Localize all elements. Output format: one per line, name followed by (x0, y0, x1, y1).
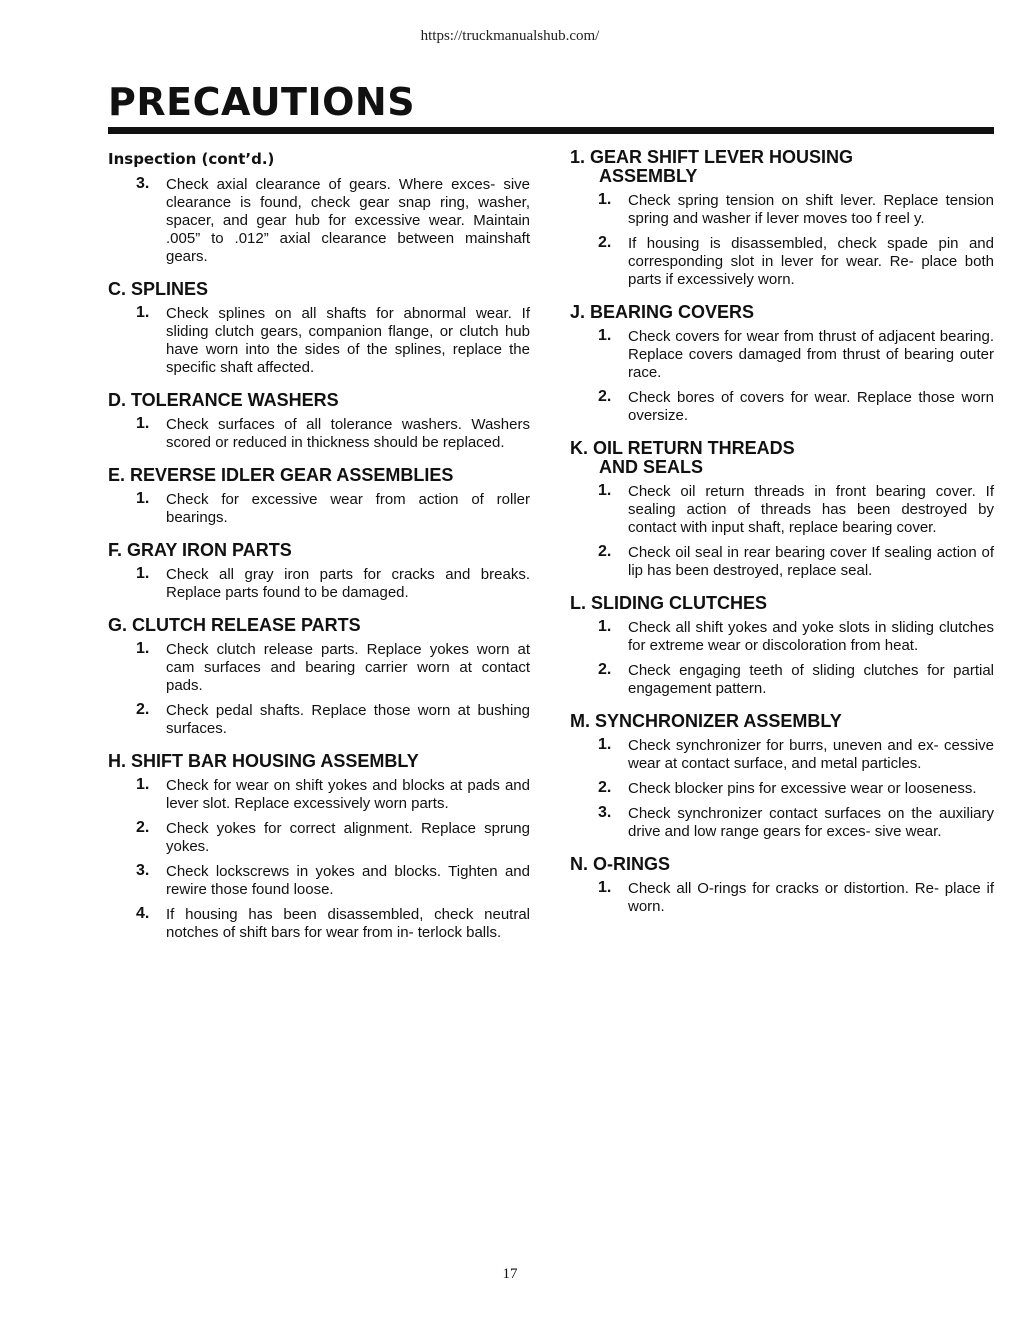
procedure-item (108, 906, 530, 942)
item-number: 2. (136, 701, 150, 718)
item-text: Check oil seal in rear bearing cover If sealing action of lip has been destroyed, replace seal. (628, 544, 994, 579)
procedure-item (570, 780, 994, 798)
item-text: Check synchronizer for burrs, uneven and ex- cessive wear at contact surface, and metal particles. (628, 737, 994, 772)
procedure-item (108, 641, 530, 695)
item-text: Check pedal shafts. Replace those worn at bushing surfaces. (166, 702, 530, 737)
item-number: 3. (136, 175, 150, 192)
item-number: 1. (136, 415, 150, 432)
section-heading (108, 541, 530, 560)
item-text: Check blocker pins for excessive wear or looseness. (628, 780, 977, 797)
section-heading (570, 303, 994, 322)
item-number: 2. (598, 388, 612, 405)
procedure-item (570, 805, 994, 841)
item-text: If housing is disassembled, check spade pin and corresponding slot in lever for wear. Re- place both parts if excessively worn. (628, 235, 994, 288)
item-number: 2. (598, 661, 612, 678)
item-text: Check engaging teeth of sliding clutches for partial engagement pattern. (628, 662, 994, 697)
item-number: 3. (598, 804, 612, 821)
item-text: Check covers for wear from thrust of adjacent bearing. Replace covers damaged from thrust of bearing outer race. (628, 328, 994, 381)
item-text: Check oil return threads in front bearing cover. If sealing action of threads has been destroyed by contact with input shaft, replace bearing cover. (628, 483, 994, 536)
item-number: 1. (598, 327, 612, 344)
item-number: 1. (598, 879, 612, 896)
item-number: 2. (136, 819, 150, 836)
inspection-subheading: Inspection (cont’d.) (108, 150, 275, 168)
procedure-item (108, 863, 530, 899)
title-divider (108, 127, 994, 134)
item-text: Check splines on all shafts for abnormal wear. If sliding clutch gears, companion flange, or clutch hub have worn into the sides of the splines, replace the specific shaft affected. (166, 305, 530, 376)
left-column (108, 146, 530, 949)
item-number: 1. (598, 618, 612, 635)
item-number: 1. (136, 490, 150, 507)
section-title: 1. GEAR SHIFT LEVER HOUSING (570, 147, 854, 167)
procedure-item (570, 619, 994, 655)
item-number: 1. (598, 736, 612, 753)
procedure-item (108, 566, 530, 602)
procedure-item (108, 491, 530, 527)
procedure-item (570, 880, 994, 916)
section-title: H. SHIFT BAR HOUSING ASSEMBLY (108, 751, 419, 771)
procedure-item (570, 389, 994, 425)
procedure-item (570, 192, 994, 228)
section-heading (570, 439, 994, 477)
source-url: https://truckmanualshub.com/ (420, 28, 600, 44)
section-title: G. CLUTCH RELEASE PARTS (108, 615, 361, 635)
item-number: 1. (136, 304, 150, 321)
section-title: N. O-RINGS (570, 854, 671, 874)
procedure-item (570, 737, 994, 773)
section-title: K. OIL RETURN THREADS (570, 438, 795, 458)
item-text: Check axial clearance of gears. Where exces- sive clearance is found, check gear snap ring, washer, spacer, and gear hub for excessive wear. Maintain .005” to .012” axial clearance between mainshaft gears. (166, 176, 530, 265)
page-title: PRECAUTIONS (108, 80, 416, 124)
item-number: 4. (136, 905, 150, 922)
item-text: Check all shift yokes and yoke slots in sliding clutches for extreme wear or discoloration from heat. (628, 619, 994, 654)
procedure-item (570, 235, 994, 289)
section-title-continued: ASSEMBLY (599, 166, 698, 186)
section-heading (108, 752, 530, 771)
section-title: E. REVERSE IDLER GEAR ASSEMBLIES (108, 465, 454, 485)
section-heading (570, 855, 994, 874)
item-number: 1. (598, 191, 612, 208)
procedure-item (570, 662, 994, 698)
section-title: J. BEARING COVERS (570, 302, 755, 322)
procedure-item (570, 483, 994, 537)
item-number: 1. (136, 565, 150, 582)
item-number: 2. (598, 234, 612, 251)
procedure-item (108, 176, 530, 266)
item-text: Check bores of covers for wear. Replace those worn oversize. (628, 389, 994, 424)
section-heading (108, 466, 530, 485)
section-title: D. TOLERANCE WASHERS (108, 390, 339, 410)
item-text: Check spring tension on shift lever. Replace tension spring and washer if lever moves too f reel y. (628, 192, 994, 227)
section-heading (570, 594, 994, 613)
procedure-item (570, 328, 994, 382)
item-text: Check for wear on shift yokes and blocks at pads and lever slot. Replace excessively worn parts. (166, 777, 530, 812)
item-text: If housing has been disassembled, check neutral notches of shift bars for wear from in- terlock balls. (166, 906, 530, 941)
section-heading (570, 148, 994, 186)
section-heading (108, 616, 530, 635)
item-text: Check all gray iron parts for cracks and breaks. Replace parts found to be damaged. (166, 566, 530, 601)
procedure-item (108, 416, 530, 452)
item-number: 3. (136, 862, 150, 879)
procedure-item (570, 544, 994, 580)
item-text: Check lockscrews in yokes and blocks. Tighten and rewire those found loose. (166, 863, 530, 898)
section-heading (108, 280, 530, 299)
section-title-continued: AND SEALS (599, 457, 704, 477)
procedure-item (108, 305, 530, 377)
item-number: 2. (598, 543, 612, 560)
procedure-item (108, 777, 530, 813)
section-title: C. SPLINES (108, 279, 209, 299)
item-text: Check clutch release parts. Replace yokes worn at cam surfaces and bearing carrier worn at contact pads. (166, 641, 530, 694)
item-text: Check yokes for correct alignment. Replace sprung yokes. (166, 820, 530, 855)
item-text: Check surfaces of all tolerance washers. Washers scored or reduced in thickness should be replaced. (166, 416, 530, 451)
item-number: 1. (136, 640, 150, 657)
section-heading (570, 712, 994, 731)
item-text: Check all O-rings for cracks or distortion. Re- place if worn. (628, 880, 994, 915)
item-number: 1. (136, 776, 150, 793)
section-heading (108, 391, 530, 410)
item-number: 1. (598, 482, 612, 499)
item-text: Check synchronizer contact surfaces on the auxiliary drive and low range gears for exces- sive wear. (628, 805, 994, 840)
item-number: 2. (598, 779, 612, 796)
procedure-item (108, 702, 530, 738)
item-text: Check for excessive wear from action of roller bearings. (166, 491, 530, 526)
right-column (570, 146, 994, 923)
section-title: M. SYNCHRONIZER ASSEMBLY (570, 711, 842, 731)
procedure-item (108, 820, 530, 856)
section-title: L. SLIDING CLUTCHES (570, 593, 767, 613)
section-title: F. GRAY IRON PARTS (108, 540, 292, 560)
page-number: 17 (502, 1266, 518, 1282)
